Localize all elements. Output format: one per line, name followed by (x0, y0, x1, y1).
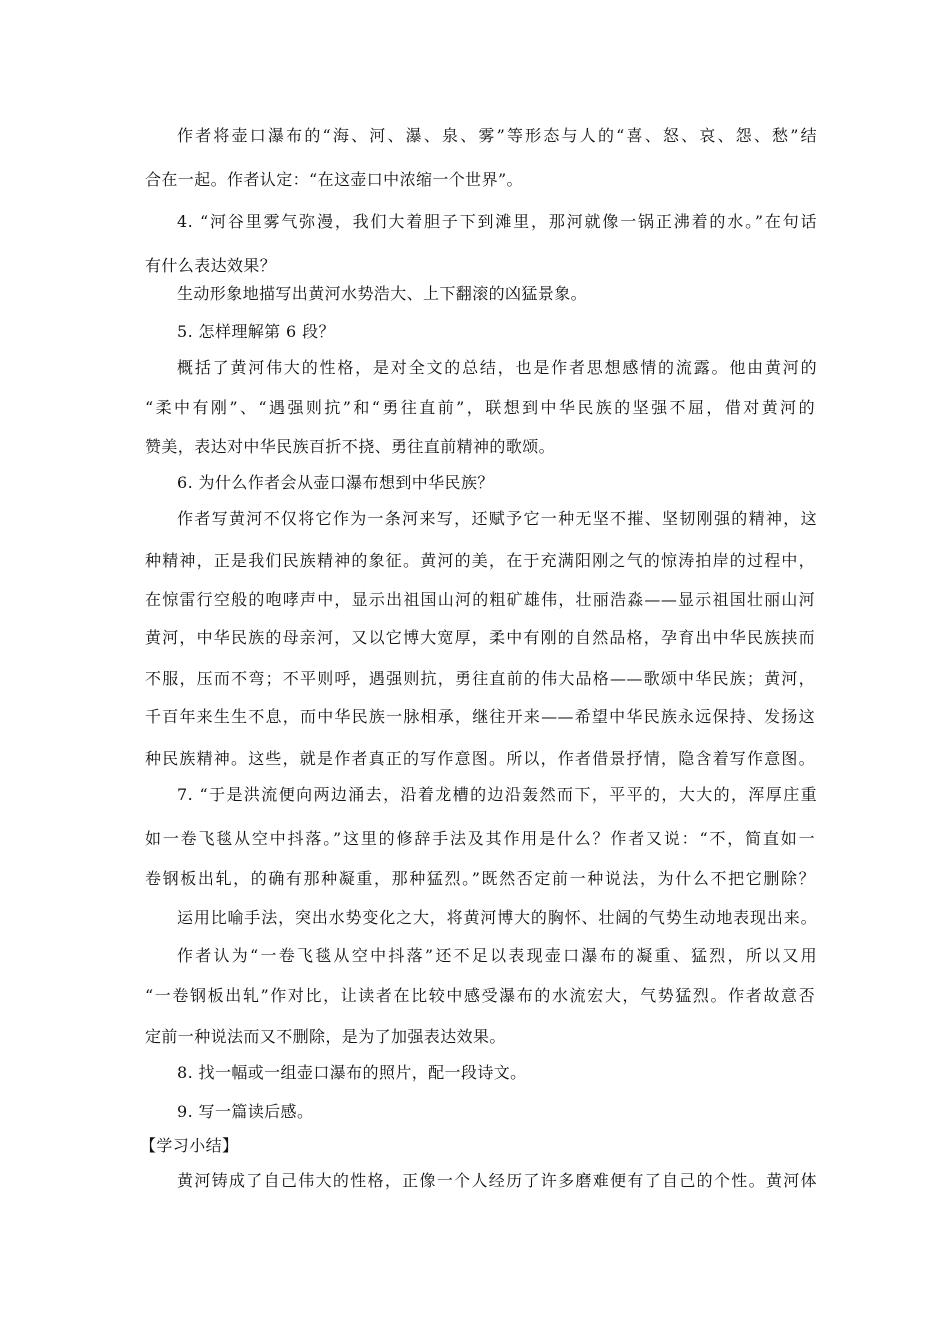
answer-5-line: “柔中有刚”、“遇强则抗”和“勇往直前”，联想到中华民族的坚强不屈，借对黄河的 (145, 398, 815, 417)
question-8-line: 8. 找一幅或一组壶口瀑布的照片，配一段诗文。 (177, 1063, 527, 1082)
answer-7-line: 定前一种说法而又不删除，是为了加强表达效果。 (145, 1027, 506, 1046)
answer-6-line: 作者写黄河不仅将它作为一条河来写，还赋予它一种无坚不摧、坚韧刚强的精神，这 (177, 509, 817, 528)
paragraph-line: 合在一起。作者认定：“在这壶口中浓缩一个世界”。 (145, 170, 523, 189)
question-5-line: 5. 怎样理解第 6 段？ (177, 322, 335, 341)
answer-6-line: 千百年来生生不息，而中华民族一脉相承，继往开来——希望中华民族永远保持、发扬这 (145, 707, 815, 726)
answer-4-line: 生动形象地描写出黄河水势浩大、上下翻滚的凶猛景象。 (177, 284, 588, 303)
answer-7-line: “一卷钢板出轧”作对比，让读者在比较中感受瀑布的水流宏大，气势猛烈。作者故意否 (145, 986, 815, 1005)
question-6-line: 6. 为什么作者会从壶口瀑布想到中华民族？ (177, 473, 494, 492)
question-4-line: 4. “河谷里雾气弥漫，我们大着胆子下到滩里，那河就像一锅正沸着的水。”在句话 (177, 212, 817, 231)
answer-6-line: 种精神，正是我们民族精神的象征。黄河的美，在于充满阳刚之气的惊涛拍岸的过程中， (145, 551, 815, 570)
answer-6-line: 黄河，中华民族的母亲河，又以它博大宽厚，柔中有刚的自然品格，孕育出中华民族挟而 (145, 628, 815, 647)
summary-line: 黄河铸成了自己伟大的性格，正像一个人经历了许多磨难便有了自己的个性。黄河体 (177, 1171, 817, 1190)
question-7-line: 7. “于是洪流便向两边涌去，沿着龙槽的边沿轰然而下，平平的，大大的，浑厚庄重 (177, 785, 817, 804)
answer-7-line: 作者认为“一卷飞毯从空中抖落”还不足以表现壶口瀑布的凝重、猛烈，所以又用 (177, 946, 817, 965)
question-9-line: 9. 写一篇读后感。 (177, 1102, 314, 1121)
answer-7-line: 运用比喻手法，突出水势变化之大，将黄河博大的胸怀、壮阔的气势生动地表现出来。 (177, 908, 817, 927)
question-7-line: 如一卷飞毯从空中抖落。”这里的修辞手法及其作用是什么？作者又说：“不，简直如一 (145, 829, 815, 848)
question-7-line: 卷钢板出轧，的确有那种凝重，那种猛烈。”既然否定前一种说法，为什么不把它删除？ (145, 869, 815, 888)
question-4-line: 有什么表达效果？ (145, 256, 277, 275)
answer-6-line: 种民族精神。这些，就是作者真正的写作意图。所以，作者借景抒情，隐含着写作意图。 (145, 749, 815, 768)
answer-5-line: 赞美，表达对中华民族百折不挠、勇往直前精神的歌颂。 (145, 437, 556, 456)
section-heading: 【学习小结】 (140, 1136, 239, 1155)
answer-5-line: 概括了黄河伟大的性格，是对全文的总结，也是作者思想感情的流露。他由黄河的 (177, 358, 817, 377)
paragraph-line: 作者将壶口瀑布的“海、河、瀑、泉、雾”等形态与人的“喜、怒、哀、怨、愁”结 (177, 126, 817, 145)
answer-6-line: 不服，压而不弯；不平则呼，遇强则抗，勇往直前的伟大品格——歌颂中华民族；黄河， (145, 669, 815, 688)
answer-6-line: 在惊雷行空般的咆哮声中，显示出祖国山河的粗矿雄伟，壮丽浩淼——显示祖国壮丽山河 (145, 590, 815, 609)
